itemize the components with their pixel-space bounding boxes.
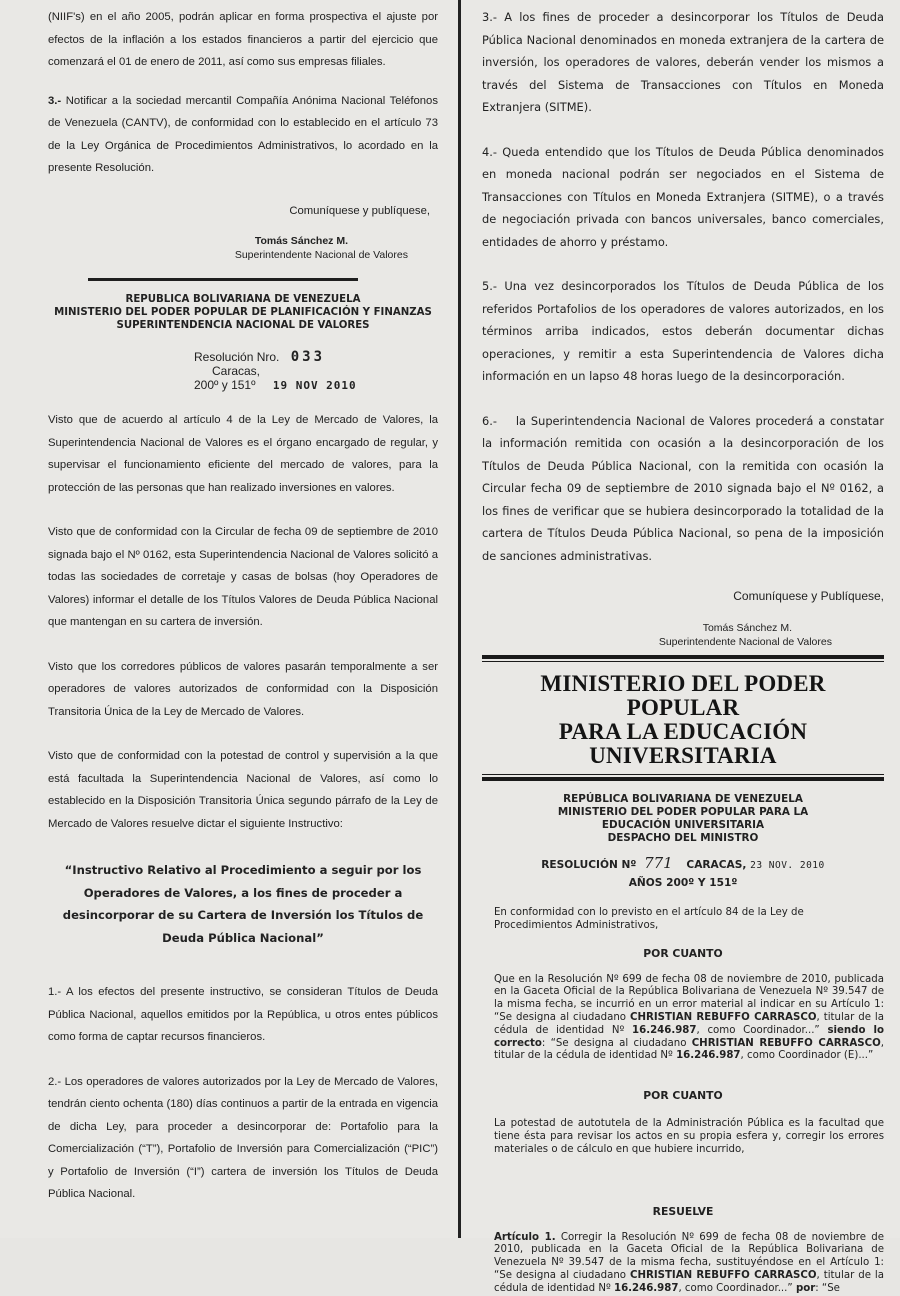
years-right: AÑOS 200º Y 151º	[628, 877, 738, 889]
signature-block	[48, 234, 438, 262]
art1-por: por	[795, 1282, 816, 1294]
art1-text-a: Corregir la Resolución Nº 699 de fecha 08 de noviembre de 2010, publicada en la Gaceta Oficial de la República Bolivariana de Venezuela Nº 39.547 de la misma fecha, sustituyéndose en el Artículo 1: “Se designa al ciudadano	[494, 1231, 884, 1281]
header-ministry: MINISTERIO DEL PODER POPULAR DE PLANIFICACIÓN Y FINANZAS	[54, 307, 432, 318]
ministry-rule-top	[482, 655, 884, 659]
pc1-text-e: , titular de la cédula de identidad Nº	[494, 1037, 884, 1062]
header-ministry-right: MINISTERIO DEL PODER POPULAR PARA LA	[557, 806, 809, 818]
signature-block-right	[482, 621, 884, 649]
signatory-name-right: Tomás Sánchez M.	[702, 622, 792, 634]
mppeu-header	[482, 793, 884, 845]
closing-formula-right: Comuníquese y Publíquese,	[733, 589, 884, 603]
instructivo-item-2: 2.- Los operadores de valores autorizados por la Ley de Mercado de Valores, tendrán ciento ochenta (180) días continuos a partir de la entrada en vigencia de dicha Ley, para proceder a desincorporar de: Portafolio para la Comercialización (“T”), Portafolio de Inversión para Comercialización (“PIC”) y Portafolio de Inversión (“I”) cartera de inversión los Títulos de Deuda Pública Nacional.	[48, 1075, 438, 1200]
right-column	[482, 6, 884, 1296]
instructivo-item-1: 1.- A los efectos del presente instructivo, se consideran Títulos de Deuda Pública Nacional, aquellos emitidos por la República, u otros entes públicos como forma de captar recursos financieros.	[48, 986, 438, 1043]
closing-formula: Comuníquese y publíquese,	[289, 204, 430, 217]
continued-paragraph: (NIIF's) en el año 2005, podrán aplicar en forma prospectiva el ajuste por efectos de la inflación a los estados financieros a partir del ejercicio que comenzará el 01 de enero de 2011, así como sus empresas filiales.	[48, 11, 438, 68]
pc1-text-c: , como Coordinador...”	[696, 1024, 828, 1036]
years-line	[194, 378, 438, 393]
years: 200º y 151º	[194, 378, 256, 392]
article-1-paragraph	[482, 1232, 884, 1296]
signatory-title-right: Superintendente Nacional de Valores	[658, 636, 832, 648]
item-6-number: 6.-	[482, 413, 497, 428]
pc1-correction-label: siendo lo correcto	[494, 1024, 885, 1049]
resolution-number: 033	[290, 349, 326, 365]
article-3-text: Notificar a la sociedad mercantil Compañía Anónima Nacional Teléfonos de Venezuela (CANTV), de conformidad con lo establecido en el artículo 73 de la Ley Orgánica de Procedimientos Administrativos, lo acordado en la presente Resolución.	[48, 94, 438, 174]
ministry-rule-bottom	[482, 777, 884, 781]
intro-paragraph: En conformidad con lo previsto en el artículo 84 de la Ley de Procedimientos Administrativos,	[494, 907, 804, 931]
instructivo-item-3: 3.- A los fines de proceder a desincorporar los Títulos de Deuda Pública Nacional denominados en moneda extranjera de la cartera de inversión, los operadores de valores, deberán vender los mismos a través del Sistema de Transacciones con Títulos en Moneda Extranjera (SITME).	[482, 10, 884, 114]
left-column	[48, 6, 438, 1206]
article-3	[48, 90, 438, 180]
ministry-banner	[482, 672, 884, 768]
ministry-rule-top-thin	[482, 661, 884, 662]
pc1-text-f: , como Coordinador (E)...”	[740, 1050, 874, 1062]
instructivo-item-6	[482, 410, 884, 568]
column-divider	[458, 0, 461, 1238]
date-stamp-right: 23 NOV. 2010	[750, 860, 825, 871]
pc1-name-1: CHRISTIAN REBUFFO CARRASCO	[630, 1011, 817, 1023]
art1-name: CHRISTIAN REBUFFO CARRASCO	[630, 1269, 817, 1281]
visto-2: Visto que de conformidad con la Circular de fecha 09 de septiembre de 2010 signada bajo el Nº 0162, esta Superintendencia Nacional de Valores solicitó a todas las sociedades de corretaje y casas de bolsas (hoy Operadores de Valores) informar el detalle de los Títulos Valores de Deuda Pública Nacional que mantengan en su cartera de inversión.	[48, 526, 438, 628]
city: Caracas,	[212, 364, 261, 378]
art1-text-b: , titular de la cédula de identidad Nº	[494, 1269, 885, 1294]
pc1-text-d: : “Se designa al ciudadano	[541, 1037, 692, 1049]
signatory-title: Superintendente Nacional de Valores	[234, 249, 408, 261]
instructivo-item-4: 4.- Queda entendido que los Títulos de Deuda Pública denominados en moneda nacional podrán ser negociados en el Sistema de Transacciones con Títulos en Moneda Extranjera (SITME), o a través de negociación privada con bancos universales, banco comerciales, entidades de ahorro y préstamo.	[482, 144, 884, 249]
resolution-line-right	[482, 855, 884, 874]
por-cuanto-heading-2: POR CUANTO	[643, 1089, 723, 1103]
visto-3: Visto que los corredores públicos de valores pasarán temporalmente a ser operadores de valores autorizados de conformidad con la Disposición Transitoria Única de la Ley de Mercado de Valores.	[48, 660, 438, 718]
header-republic-right: REPÚBLICA BOLIVARIANA DE VENEZUELA	[563, 793, 803, 805]
pc1-id-1: 16.246.987	[632, 1024, 697, 1036]
article-1-label: Artículo 1.	[494, 1231, 556, 1243]
date-stamp: 19 NOV 2010	[272, 379, 357, 392]
pc1-text-b: , titular de la cédula de identidad Nº	[494, 1011, 885, 1036]
header-education: EDUCACIÓN UNIVERSITARIA	[601, 819, 765, 831]
por-cuanto-paragraph-1	[482, 974, 884, 1064]
section-rule	[88, 278, 358, 281]
header-republic: REPUBLICA BOLIVARIANA DE VENEZUELA	[125, 294, 361, 305]
por-cuanto-heading-1: POR CUANTO	[643, 946, 723, 960]
signatory-name: Tomás Sánchez M.	[254, 235, 348, 247]
ministry-title-line-2: PARA LA EDUCACIÓN UNIVERSITARIA	[558, 719, 808, 768]
visto-4: Visto que de conformidad con la potestad de control y supervisión a la que está facultada la Superintendencia Nacional de Valores, así como lo establecido en la Disposición Transitoria Única segundo párrafo de la Ley de Mercado de Valores resuelve dictar el siguiente Instructivo:	[48, 750, 438, 830]
visto-1: Visto que de acuerdo al artículo 4 de la Ley de Mercado de Valores, la Superintendencia Nacional de Valores es el órgano encargado de regular, y supervisar el funcionamiento eficiente del mercado de valores, para la protección de las personas que han realizado inversiones en valores.	[48, 414, 438, 494]
resolution-number-right: 771	[644, 854, 673, 872]
header-office: DESPACHO DEL MINISTRO	[607, 832, 759, 844]
resolution-label: Resolución Nro.	[194, 350, 280, 364]
instructivo-title: “Instructivo Relativo al Procedimiento a seguir por los Operadores de Valores, a los fines de proceder a desincorporar de su Cartera de Inversión los Títulos de Deuda Pública Nacional”	[62, 863, 424, 945]
city-label-right: CARACAS,	[686, 859, 747, 871]
resolution-label-right: RESOLUCIÓN Nº	[541, 859, 637, 871]
header-superintendency: SUPERINTENDENCIA NACIONAL DE VALORES	[116, 320, 370, 331]
pc1-name-2: CHRISTIAN REBUFFO CARRASCO	[691, 1037, 881, 1049]
ministry-rule-bottom-thin	[482, 774, 884, 775]
resolution-line	[194, 350, 438, 364]
por-cuanto-paragraph-2: La potestad de autotutela de la Administración Pública es la facultad que tiene ésta para revisar los actos en su propia esfera y, corregir los errores materiales o de cálculo en que hubiere incurrido,	[494, 1118, 884, 1155]
art1-id: 16.246.987	[614, 1282, 679, 1294]
art1-text-d: : “Se	[815, 1282, 840, 1294]
pc1-id-2: 16.246.987	[676, 1050, 741, 1062]
svn-header	[48, 293, 438, 332]
art1-text-c: , como Coordinador...”	[678, 1282, 796, 1294]
pc1-text-a: Que en la Resolución Nº 699 de fecha 08 de noviembre de 2010, publicada en la Gaceta Oficial de la República Bolivariana de Venezuela Nº 39.547 de la misma fecha, se incurrió en un error material al indicar en su Artículo 1: “Se designa al ciudadano	[494, 973, 884, 1023]
instructivo-item-5: 5.- Una vez desincorporados los Títulos de Deuda Pública de los referidos Portafolios de los operadores de valores autorizados, en los términos arriba indicados, estos deberán documentar dichas operaciones, y remitir a esta Superintendencia de Valores dicha información en un lapso 48 horas luego de la desincorporación.	[482, 279, 884, 383]
ministry-title-line-1: MINISTERIO DEL PODER POPULAR	[540, 671, 826, 720]
article-3-number: 3.-	[48, 94, 62, 107]
resolution-block	[194, 350, 438, 393]
resuelve-heading: RESUELVE	[652, 1204, 714, 1218]
item-6-text: la Superintendencia Nacional de Valores procederá a constatar la información remitida con ocasión a la desincorporación de los Títulos de Deuda Pública Nacional, con la remitida con ocasión la Circular fecha 09 de septiembre de 2010 signada bajo el Nº 0162, a los fines de verificar que se hubiera desincorporado la totalidad de la cartera de Títulos Deuda Pública Nacional, so pena de la imposición de sanciones administrativas.	[482, 413, 884, 563]
